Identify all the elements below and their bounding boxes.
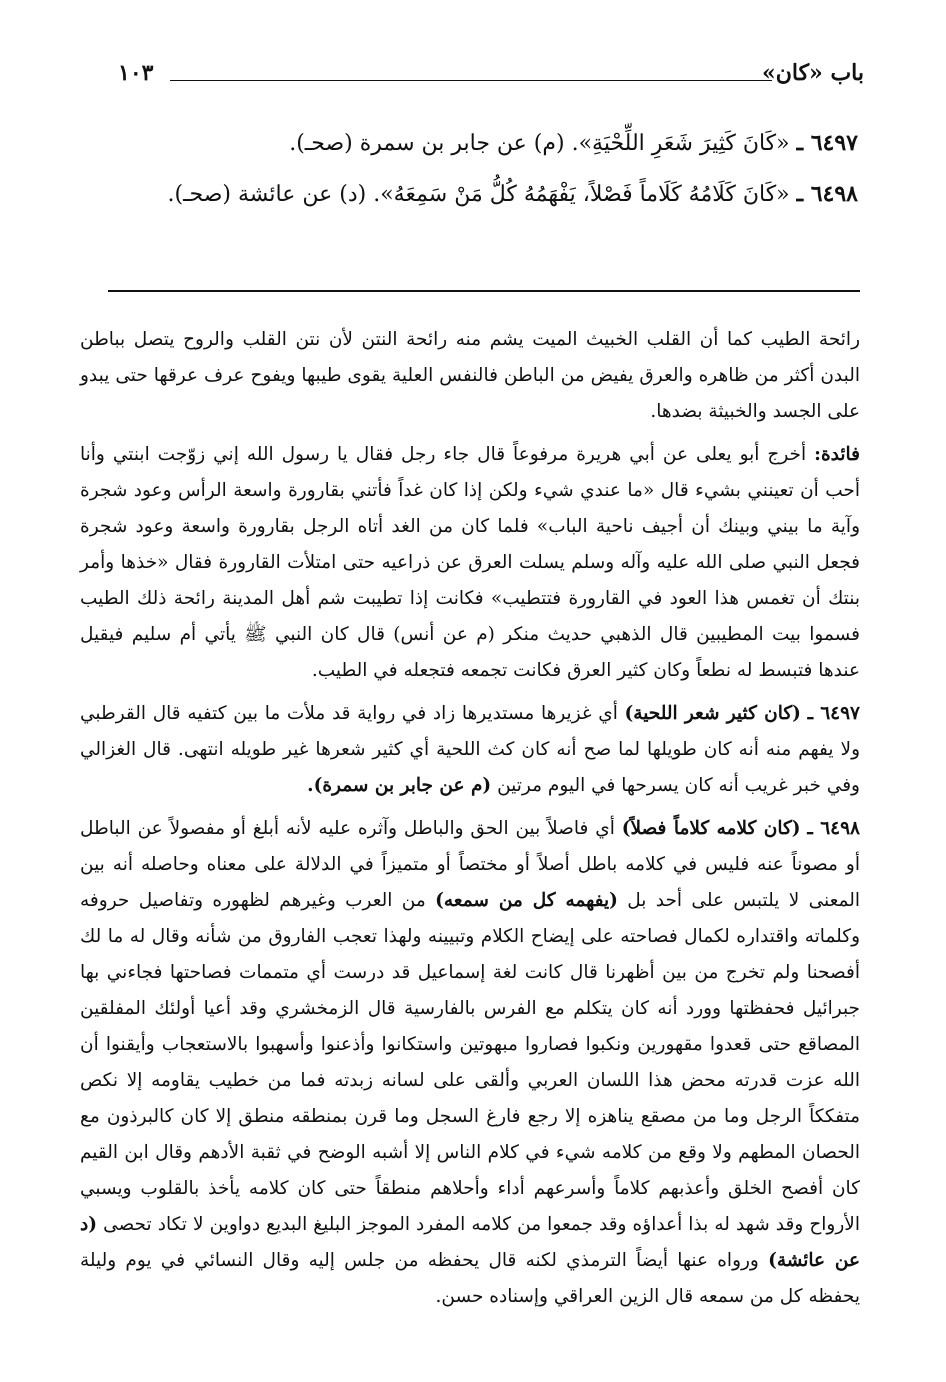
footnote-separator bbox=[108, 290, 860, 292]
hadith-number: ٦٤٩٨ ـ bbox=[796, 181, 858, 207]
commentary-paragraph bbox=[80, 696, 860, 804]
note-label: فائدة: bbox=[814, 444, 860, 465]
commentary-paragraph bbox=[80, 437, 860, 689]
source-reference: (د عن عائشة) bbox=[80, 1214, 860, 1271]
paragraph-text: أخرج أبو يعلى عن أبي هريرة مرفوعاً قال جاء رجل فقال يا رسول الله إني زوّجت ابنتي وأنا أحب أن تعينني بشيء قال «ما عندي شيء ولكن إذا كان غداً فأتني بقارورة واسعة الرأس وعود شجرة وآية ما بيني وبينك أن أجيف ناحية الباب» فلما كان من الغد أتاه الرجل بقارورة واسعة وعود شجرة فجعل النبي صلى الله عليه وآله وسلم يسلت العرق عن ذراعيه حتى امتلأت القارورة فقال «خذها وأمر بنتك أن تغمس هذا العود في القارورة فتتطيب» فكانت إذا تطيبت شم أهل المدينة رائحة ذلك الطيب فسموا بيت المطيبين قال الذهبي حديث منكر (م عن أنس) قال كان النبي ﷺ يأتي أم سليم فيقيل عندها فتبسط له نطعاً وكان كثير العرق فكانت تجمعه فتجعله في الطيب. bbox=[80, 444, 860, 681]
hadith-quote: (كان كثير شعر اللحية) bbox=[624, 703, 801, 724]
paragraph-text: من العرب وغيرهم لظهوره وتفاصيل حروفه وكلماته واقتداره لكمال فصاحته على إيضاح الكلام وتبيينه ولهذا تعجب الفاروق من شأنه وقال له ما لك أفصحنا ولم تخرج من بين أظهرنا قال كانت لغة إسماعيل قد درست أي متممات فصاحتها فجاءني بها جبرائيل فحفظتها وورد أنه كان يتكلم مع الفرس بالفارسية قال الزمخشري وقد أعيا أولئك المفلقين المصاقع حتى قعدوا مقهورين ونكبوا فصاروا مبهوتين واستكانوا وأذعنوا وأسهبوا بالاستعجاب وأيقنوا أن الله عزت قدرته محض هذا اللسان العربي وألقى على لسانه زبدته فما من خطيب يقاومه إلا نكص متفككاً الرجل وما من مصقع يناهزه إلا رجع فارغ السجل وما قرن بمنطقه منطق إلا كان كالبرذون مع الحصان المطهم ولا وقع من كلامه شيء في كلام الناس إلا أشبه الوضح في ثقبة الأدهم وقال ابن القيم كان أفصح الخلق وأعذبهم كلاماً وأسرعهم أداء وأحلاهم منطقاً حتى كان كلامه يأخذ بالقلوب ويسبي الأرواح وقد شهد له بذا أعداؤه وقد جمعوا من كلامه المفرد الموجز البليغ البديع دواوين لا تكاد تحصى bbox=[80, 890, 860, 1235]
hadith-quote: (يفهمه كل من سمعه) bbox=[435, 890, 618, 911]
hadith-number: ٦٤٩٨ ـ bbox=[807, 818, 860, 839]
paragraph-text: رائحة الطيب كما أن القلب الخبيث الميت يشم منه رائحة النتن لأن نتن القلب والروح يتصل بباطن البدن أكثر من ظاهره والعرق يفيض من الباطن فالنفس العلية يقوى طيبها ويفوح عرف عرقها حتى يبدو على الجسد والخبيثة بضدها. bbox=[80, 329, 860, 422]
chapter-title: باب «كان» bbox=[761, 60, 864, 86]
hadith-quote: (كان كلامه كلاماً فصلاً) bbox=[621, 818, 801, 839]
hadith-number: ٦٤٩٧ ـ bbox=[796, 130, 858, 156]
paragraph-text: ورواه عنها أيضاً الترمذي لكنه قال يحفظه من جلس إليه وقال النسائي في يوم وليلة يحفظه كل من سمعه قال الزين العراقي وإسناده حسن. bbox=[80, 1250, 860, 1307]
source-reference: (م عن جابر بن سمرة). bbox=[307, 775, 492, 796]
page-header bbox=[118, 58, 864, 98]
hadith-text: «كَانَ كَلَامُهُ كَلَاماً فَصْلاً، يَفْهَمُهُ كُلُّ مَنْ سَمِعَهُ». (د) عن عائشة (صحـ). bbox=[167, 182, 790, 207]
hadith-text: «كَانَ كَثِيرَ شَعَرِ اللِّحْيَةِ». (م) عن جابر بن سمرة (صحـ). bbox=[289, 131, 790, 156]
hadith-block bbox=[110, 118, 858, 220]
commentary-paragraph bbox=[80, 322, 860, 430]
commentary bbox=[80, 322, 860, 1322]
hadith-entry bbox=[110, 118, 858, 169]
commentary-paragraph bbox=[80, 811, 860, 1315]
header-rule bbox=[170, 80, 772, 81]
hadith-number: ٦٤٩٧ ـ bbox=[807, 703, 860, 724]
hadith-entry bbox=[110, 169, 858, 220]
page-number: ١٠٣ bbox=[118, 60, 154, 86]
paragraph-text: أي غزيرها مستديرها زاد في رواية قد ملأت ما بين كتفيه قال القرطبي ولا يفهم منه أنه كان طويلها لما صح أنه كان كث اللحية أي كثير شعرها غير طويله انتهى. قال الغزالي وفي خبر غريب أنه كان يسرحها في اليوم مرتين bbox=[80, 703, 860, 796]
paragraph-text: أي فاصلاً بين الحق والباطل وآثره عليه لأنه أبلغ أو مفصولاً عن الباطل أو مصوناً عنه فليس في كلامه باطل أصلاً أو مختصاً أو متميزاً في الدلالة على معناه وحاصله أنه بين المعنى لا يلتبس على أحد بل bbox=[80, 818, 861, 911]
